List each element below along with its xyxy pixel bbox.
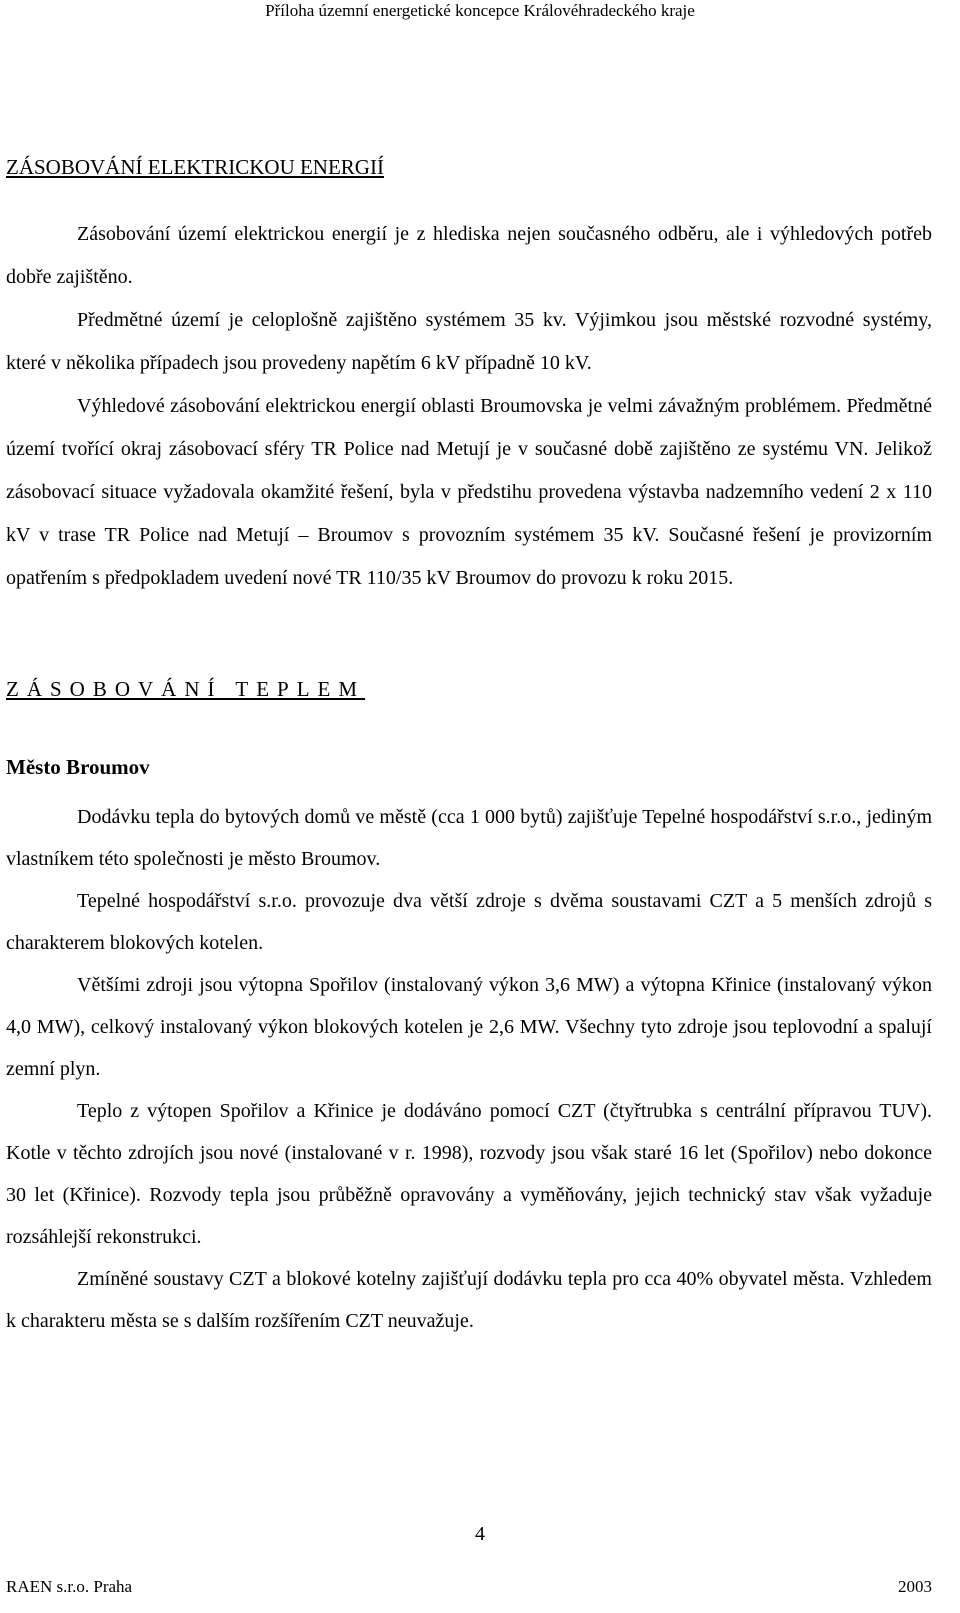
footer-year: 2003 — [898, 1577, 932, 1596]
section-title-heat: ZÁSOBOVÁNÍ TEPLEM — [6, 677, 366, 701]
paragraph: Výhledové zásobování elektrickou energií oblasti Broumovska je velmi závažným problémem. Předmětné území tvořící okraj zásobovací sféry TR Police nad Metují je v současné době zajištěno ze systému VN. Jelikož zásobovací situace vyžadovala okamžité řešení, byla v předstihu provedena výstavba nadzemního vedení 2 x 110 kV v trase TR Police nad Metují – Broumov s provozním systémem 35 kV. Současné řešení je provizorním opatřením s předpokladem uvedení nové TR 110/35 kV Broumov do provozu k roku 2015. — [6, 395, 932, 589]
document-body — [6, 152, 932, 1342]
electricity-section — [6, 213, 932, 600]
footer-company: RAEN s.r.o. Praha — [6, 1577, 133, 1596]
paragraph: Teplo z výtopen Spořilov a Křinice je dodáváno pomocí CZT (čtyřtrubka s centrální přípravou TUV). Kotle v těchto zdrojích jsou nové (instalované v r. 1998), rozvody jsou však staré 16 let (Spořilov) nebo dokonce 30 let (Křinice). Rozvody tepla jsou průběžně opravovány a vyměňovány, jejich technický stav však vyžaduje rozsáhlejší rekonstrukci. — [6, 1100, 932, 1248]
heat-section — [6, 796, 932, 1342]
section-title-electricity: ZÁSOBOVÁNÍ ELEKTRICKOU ENERGIÍ — [6, 155, 384, 179]
paragraph: Zásobování území elektrickou energií je z hlediska nejen současného odběru, ale i výhledových potřeb dobře zajištěno. — [6, 223, 932, 288]
subheading-broumov: Město Broumov — [6, 755, 150, 779]
paragraph: Předmětné území je celoplošně zajištěno systémem 35 kv. Výjimkou jsou městské rozvodné systémy, které v několika případech jsou provedeny napětím 6 kV případně 10 kV. — [6, 309, 932, 374]
paragraph: Tepelné hospodářství s.r.o. provozuje dva větší zdroje s dvěma soustavami CZT a 5 menších zdrojů s charakterem blokových kotelen. — [6, 890, 932, 954]
paragraph: Zmíněné soustavy CZT a blokové kotelny zajišťují dodávku tepla pro cca 40% obyvatel města. Vzhledem k charakteru města se s dalším rozšířením CZT neuvažuje. — [6, 1268, 932, 1332]
running-header: Příloha územní energetické koncepce Královéhradeckého kraje — [265, 1, 695, 20]
page-number: 4 — [475, 1523, 485, 1545]
paragraph: Většími zdroji jsou výtopna Spořilov (instalovaný výkon 3,6 MW) a výtopna Křinice (instalovaný výkon 4,0 MW), celkový instalovaný výkon blokových kotelen je 2,6 MW. Všechny tyto zdroje jsou teplovodní a spalují zemní plyn. — [6, 974, 932, 1080]
paragraph: Dodávku tepla do bytových domů ve městě (cca 1 000 bytů) zajišťuje Tepelné hospodářství s.r.o., jediným vlastníkem této společnosti je město Broumov. — [6, 806, 932, 870]
